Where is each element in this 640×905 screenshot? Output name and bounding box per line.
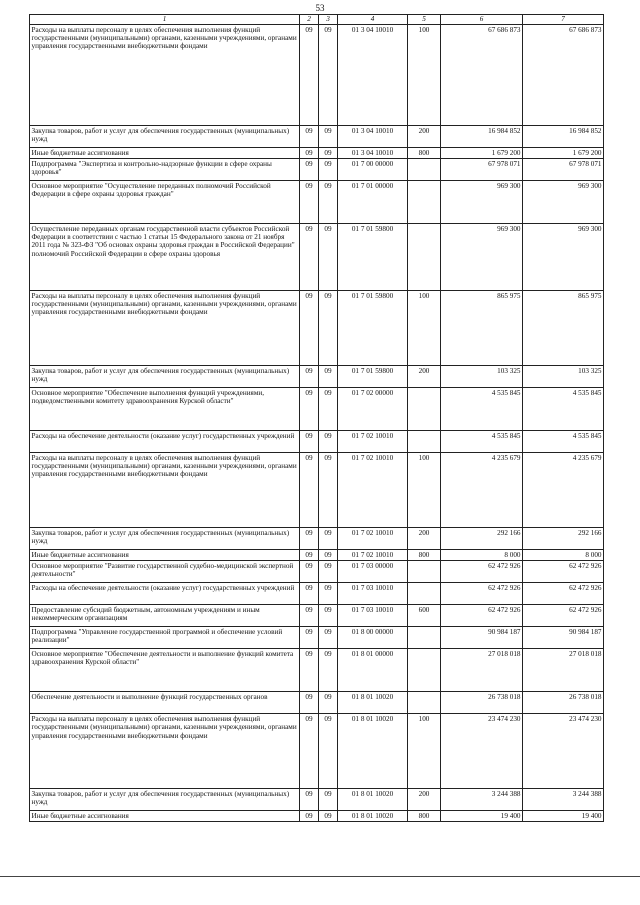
row-section: 09 bbox=[300, 561, 319, 583]
row-amount-1: 62 472 926 bbox=[441, 605, 523, 627]
row-section: 09 bbox=[300, 583, 319, 605]
table-row bbox=[30, 811, 604, 822]
row-section: 09 bbox=[300, 431, 319, 453]
table-row bbox=[30, 789, 604, 811]
row-expense-type: 800 bbox=[408, 811, 441, 822]
header-col-6: 6 bbox=[441, 15, 523, 25]
row-expense-type: 200 bbox=[408, 789, 441, 811]
row-subsection: 09 bbox=[319, 291, 338, 366]
header-col-1: 1 bbox=[30, 15, 300, 25]
row-section: 09 bbox=[300, 291, 319, 366]
row-expense-type bbox=[408, 649, 441, 692]
row-target-article: 01 7 03 10010 bbox=[338, 605, 408, 627]
row-expense-type: 100 bbox=[408, 714, 441, 789]
row-target-article: 01 3 04 10010 bbox=[338, 126, 408, 148]
row-amount-1: 1 679 200 bbox=[441, 148, 523, 159]
row-section: 09 bbox=[300, 453, 319, 528]
row-subsection: 09 bbox=[319, 159, 338, 181]
row-name: Закупка товаров, работ и услуг для обеспечения государственных (муниципальных) нужд bbox=[30, 528, 300, 550]
row-amount-2: 8 000 bbox=[523, 550, 604, 561]
page-bottom-rule bbox=[0, 876, 640, 877]
table-row bbox=[30, 714, 604, 789]
row-subsection: 09 bbox=[319, 224, 338, 291]
row-target-article: 01 8 01 10020 bbox=[338, 789, 408, 811]
table-row bbox=[30, 148, 604, 159]
table-row bbox=[30, 291, 604, 366]
row-name: Расходы на выплаты персоналу в целях обеспечения выполнения функций государственными (муниципальными) органами, казенными учреждениями, органами управления государственными внебюджетными фондами bbox=[30, 291, 300, 366]
row-expense-type bbox=[408, 561, 441, 583]
row-amount-1: 62 472 926 bbox=[441, 583, 523, 605]
row-amount-1: 969 300 bbox=[441, 181, 523, 224]
row-target-article: 01 7 03 10010 bbox=[338, 583, 408, 605]
row-section: 09 bbox=[300, 126, 319, 148]
row-amount-2: 865 975 bbox=[523, 291, 604, 366]
table-row bbox=[30, 224, 604, 291]
row-name: Иные бюджетные ассигнования bbox=[30, 811, 300, 822]
row-amount-1: 292 166 bbox=[441, 528, 523, 550]
row-name: Осуществление переданных органам государственной власти субъектов Российской Федерации в соответствии с частью 1 статьи 15 Федерального закона от 21 ноября 2011 года № 323-ФЗ "Об основах охраны здоровья граждан в Российской Федерации" полномочий Российской Федерации в сфере охраны здоровья bbox=[30, 224, 300, 291]
table-row bbox=[30, 388, 604, 431]
row-amount-1: 62 472 926 bbox=[441, 561, 523, 583]
row-target-article: 01 7 01 59800 bbox=[338, 291, 408, 366]
row-amount-2: 103 325 bbox=[523, 366, 604, 388]
row-subsection: 09 bbox=[319, 25, 338, 126]
row-subsection: 09 bbox=[319, 431, 338, 453]
row-name: Предоставление субсидий бюджетным, автономным учреждениям и иным некоммерческим организациям bbox=[30, 605, 300, 627]
header-col-5: 5 bbox=[408, 15, 441, 25]
row-subsection: 09 bbox=[319, 627, 338, 649]
row-amount-1: 3 244 388 bbox=[441, 789, 523, 811]
row-amount-1: 19 400 bbox=[441, 811, 523, 822]
row-expense-type: 100 bbox=[408, 453, 441, 528]
row-section: 09 bbox=[300, 148, 319, 159]
row-name: Иные бюджетные ассигнования bbox=[30, 550, 300, 561]
row-amount-1: 67 686 873 bbox=[441, 25, 523, 126]
row-target-article: 01 8 01 10020 bbox=[338, 692, 408, 714]
row-name: Расходы на выплаты персоналу в целях обеспечения выполнения функций государственными (муниципальными) органами, казенными учреждениями, органами управления государственными внебюджетными фондами bbox=[30, 714, 300, 789]
row-target-article: 01 7 03 00000 bbox=[338, 561, 408, 583]
row-amount-1: 4 535 845 bbox=[441, 388, 523, 431]
row-subsection: 09 bbox=[319, 550, 338, 561]
row-name: Закупка товаров, работ и услуг для обеспечения государственных (муниципальных) нужд bbox=[30, 126, 300, 148]
row-expense-type bbox=[408, 388, 441, 431]
row-amount-2: 67 978 071 bbox=[523, 159, 604, 181]
row-section: 09 bbox=[300, 181, 319, 224]
row-name: Подпрограмма "Управление государственной программой и обеспечение условий реализации" bbox=[30, 627, 300, 649]
row-section: 09 bbox=[300, 159, 319, 181]
row-expense-type bbox=[408, 181, 441, 224]
row-amount-1: 865 975 bbox=[441, 291, 523, 366]
row-name: Расходы на выплаты персоналу в целях обеспечения выполнения функций государственными (муниципальными) органами, казенными учреждениями, органами управления государственными внебюджетными фондами bbox=[30, 453, 300, 528]
row-target-article: 01 8 01 10020 bbox=[338, 811, 408, 822]
row-amount-2: 62 472 926 bbox=[523, 561, 604, 583]
row-expense-type bbox=[408, 224, 441, 291]
row-section: 09 bbox=[300, 25, 319, 126]
row-amount-2: 4 535 845 bbox=[523, 431, 604, 453]
table-row bbox=[30, 126, 604, 148]
row-subsection: 09 bbox=[319, 561, 338, 583]
row-name: Подпрограмма "Экспертиза и контрольно-надзорные функции в сфере охраны здоровья" bbox=[30, 159, 300, 181]
page-number: 53 bbox=[315, 3, 325, 13]
row-expense-type: 200 bbox=[408, 528, 441, 550]
row-amount-2: 292 166 bbox=[523, 528, 604, 550]
row-section: 09 bbox=[300, 714, 319, 789]
row-amount-1: 16 984 852 bbox=[441, 126, 523, 148]
row-section: 09 bbox=[300, 649, 319, 692]
row-amount-1: 27 018 018 bbox=[441, 649, 523, 692]
row-target-article: 01 7 01 59800 bbox=[338, 224, 408, 291]
row-target-article: 01 8 01 10020 bbox=[338, 714, 408, 789]
row-amount-2: 16 984 852 bbox=[523, 126, 604, 148]
row-subsection: 09 bbox=[319, 148, 338, 159]
row-subsection: 09 bbox=[319, 605, 338, 627]
row-amount-2: 4 535 845 bbox=[523, 388, 604, 431]
row-target-article: 01 7 02 10010 bbox=[338, 431, 408, 453]
row-amount-2: 27 018 018 bbox=[523, 649, 604, 692]
row-section: 09 bbox=[300, 789, 319, 811]
row-section: 09 bbox=[300, 388, 319, 431]
table-row bbox=[30, 453, 604, 528]
row-name: Обеспечение деятельности и выполнение функций государственных органов bbox=[30, 692, 300, 714]
row-subsection: 09 bbox=[319, 714, 338, 789]
row-target-article: 01 8 01 00000 bbox=[338, 649, 408, 692]
row-expense-type: 100 bbox=[408, 25, 441, 126]
row-amount-2: 62 472 926 bbox=[523, 583, 604, 605]
row-section: 09 bbox=[300, 528, 319, 550]
row-name: Закупка товаров, работ и услуг для обеспечения государственных (муниципальных) нужд bbox=[30, 789, 300, 811]
table-row bbox=[30, 528, 604, 550]
row-amount-2: 67 686 873 bbox=[523, 25, 604, 126]
row-subsection: 09 bbox=[319, 528, 338, 550]
budget-table bbox=[29, 14, 604, 822]
row-subsection: 09 bbox=[319, 126, 338, 148]
row-amount-1: 4 235 679 bbox=[441, 453, 523, 528]
row-name: Основное мероприятие "Осуществление переданных полномочий Российской Федерации в сфере охраны здоровья граждан" bbox=[30, 181, 300, 224]
row-section: 09 bbox=[300, 811, 319, 822]
header-col-3: 3 bbox=[319, 15, 338, 25]
row-amount-1: 90 984 187 bbox=[441, 627, 523, 649]
row-expense-type bbox=[408, 583, 441, 605]
row-amount-2: 23 474 230 bbox=[523, 714, 604, 789]
row-expense-type: 800 bbox=[408, 550, 441, 561]
row-section: 09 bbox=[300, 366, 319, 388]
row-amount-1: 23 474 230 bbox=[441, 714, 523, 789]
row-section: 09 bbox=[300, 224, 319, 291]
row-section: 09 bbox=[300, 692, 319, 714]
row-expense-type: 600 bbox=[408, 605, 441, 627]
row-amount-2: 62 472 926 bbox=[523, 605, 604, 627]
row-expense-type bbox=[408, 692, 441, 714]
row-expense-type bbox=[408, 159, 441, 181]
row-subsection: 09 bbox=[319, 388, 338, 431]
row-name: Основное мероприятие "Развитие государственной судебно-медицинской экспертной деятельности" bbox=[30, 561, 300, 583]
row-name: Основное мероприятие "Обеспечение выполнения функций учреждениями, подведомственными комитету здравоохранения Курской области" bbox=[30, 388, 300, 431]
row-target-article: 01 7 01 59800 bbox=[338, 366, 408, 388]
row-target-article: 01 7 00 00000 bbox=[338, 159, 408, 181]
row-amount-2: 90 984 187 bbox=[523, 627, 604, 649]
row-name: Расходы на выплаты персоналу в целях обеспечения выполнения функций государственными (муниципальными) органами, казенными учреждениями, органами управления государственными внебюджетными фондами bbox=[30, 25, 300, 126]
row-amount-2: 1 679 200 bbox=[523, 148, 604, 159]
table-row bbox=[30, 25, 604, 126]
row-target-article: 01 7 02 10010 bbox=[338, 550, 408, 561]
table-header-row bbox=[30, 15, 604, 25]
row-expense-type bbox=[408, 431, 441, 453]
row-amount-2: 4 235 679 bbox=[523, 453, 604, 528]
row-amount-1: 8 000 bbox=[441, 550, 523, 561]
row-expense-type bbox=[408, 627, 441, 649]
row-amount-2: 969 300 bbox=[523, 224, 604, 291]
row-subsection: 09 bbox=[319, 583, 338, 605]
row-subsection: 09 bbox=[319, 181, 338, 224]
row-target-article: 01 7 02 10010 bbox=[338, 453, 408, 528]
row-expense-type: 200 bbox=[408, 366, 441, 388]
table-row bbox=[30, 366, 604, 388]
table-row bbox=[30, 431, 604, 453]
header-col-4: 4 bbox=[338, 15, 408, 25]
row-expense-type: 800 bbox=[408, 148, 441, 159]
row-expense-type: 100 bbox=[408, 291, 441, 366]
row-amount-1: 67 978 071 bbox=[441, 159, 523, 181]
row-target-article: 01 3 04 10010 bbox=[338, 148, 408, 159]
row-amount-1: 969 300 bbox=[441, 224, 523, 291]
row-amount-2: 3 244 388 bbox=[523, 789, 604, 811]
table-row bbox=[30, 550, 604, 561]
row-amount-1: 4 535 845 bbox=[441, 431, 523, 453]
row-name: Расходы на обеспечение деятельности (оказание услуг) государственных учреждений bbox=[30, 583, 300, 605]
row-amount-1: 26 738 018 bbox=[441, 692, 523, 714]
row-name: Иные бюджетные ассигнования bbox=[30, 148, 300, 159]
row-target-article: 01 7 01 00000 bbox=[338, 181, 408, 224]
row-name: Основное мероприятие "Обеспечение деятельности и выполнение функций комитета здравоохранения Курской области" bbox=[30, 649, 300, 692]
row-section: 09 bbox=[300, 550, 319, 561]
table-row bbox=[30, 561, 604, 583]
table-row bbox=[30, 583, 604, 605]
row-subsection: 09 bbox=[319, 692, 338, 714]
row-amount-1: 103 325 bbox=[441, 366, 523, 388]
row-amount-2: 26 738 018 bbox=[523, 692, 604, 714]
header-col-2: 2 bbox=[300, 15, 319, 25]
row-section: 09 bbox=[300, 605, 319, 627]
row-target-article: 01 8 00 00000 bbox=[338, 627, 408, 649]
row-name: Расходы на обеспечение деятельности (оказание услуг) государственных учреждений bbox=[30, 431, 300, 453]
row-amount-2: 969 300 bbox=[523, 181, 604, 224]
row-subsection: 09 bbox=[319, 366, 338, 388]
row-target-article: 01 7 02 00000 bbox=[338, 388, 408, 431]
row-section: 09 bbox=[300, 627, 319, 649]
row-subsection: 09 bbox=[319, 811, 338, 822]
header-col-7: 7 bbox=[523, 15, 604, 25]
table-row bbox=[30, 181, 604, 224]
table-row bbox=[30, 649, 604, 692]
row-name: Закупка товаров, работ и услуг для обеспечения государственных (муниципальных) нужд bbox=[30, 366, 300, 388]
row-target-article: 01 7 02 10010 bbox=[338, 528, 408, 550]
row-amount-2: 19 400 bbox=[523, 811, 604, 822]
table-row bbox=[30, 627, 604, 649]
table-row bbox=[30, 605, 604, 627]
row-subsection: 09 bbox=[319, 789, 338, 811]
table-row bbox=[30, 159, 604, 181]
row-subsection: 09 bbox=[319, 453, 338, 528]
row-expense-type: 200 bbox=[408, 126, 441, 148]
row-subsection: 09 bbox=[319, 649, 338, 692]
row-target-article: 01 3 04 10010 bbox=[338, 25, 408, 126]
table-row bbox=[30, 692, 604, 714]
